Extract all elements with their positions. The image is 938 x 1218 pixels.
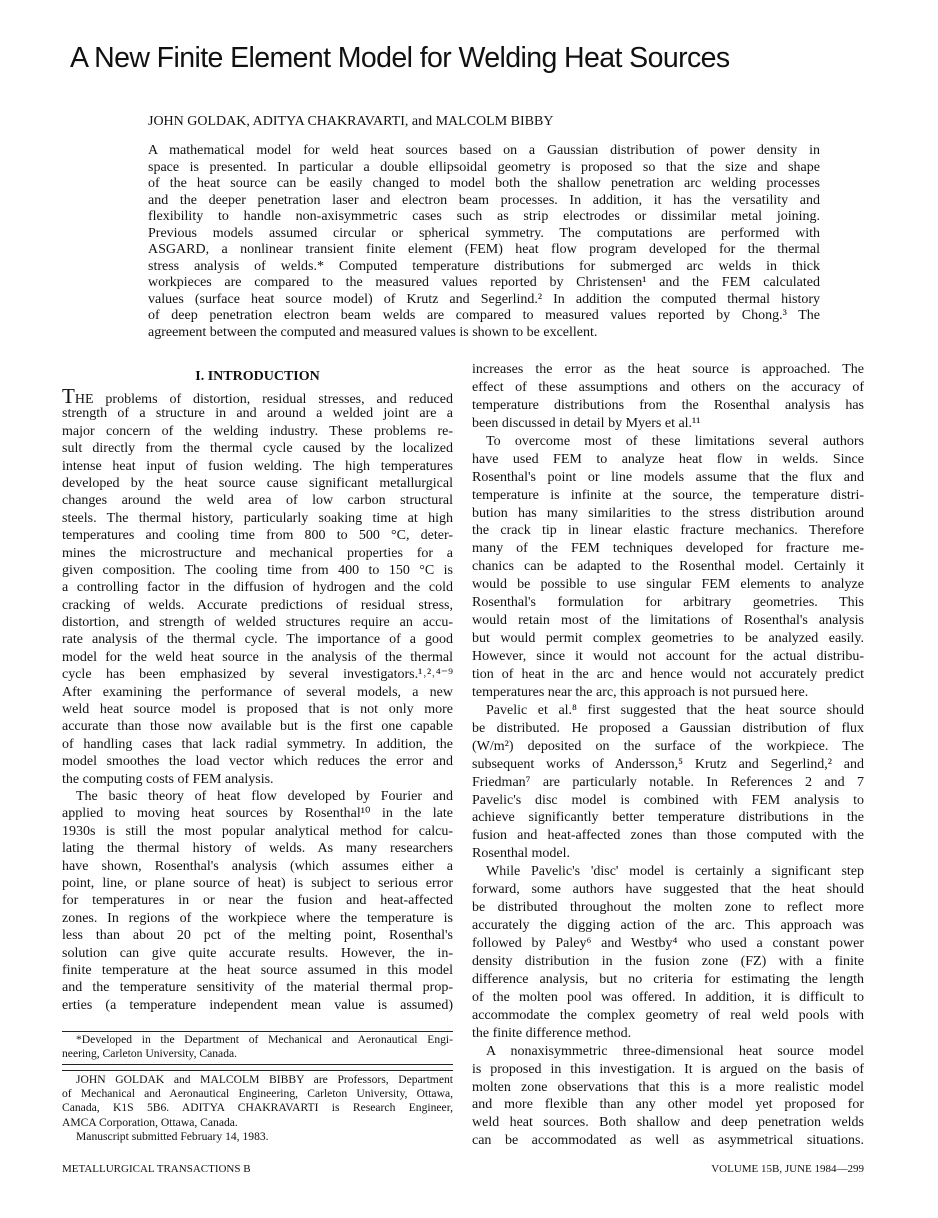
body-text-line: effect of these assumptions and others on the accuracy of [472,379,864,395]
abstract-line: A mathematical model for weld heat sources based on a Gaussian distribution of power density in [148,143,820,158]
footnote-divider [62,1064,453,1065]
author-list: JOHN GOLDAK, ADITYA CHAKRAVARTI, and MALCOLM BIBBY [148,114,554,129]
author-affiliation [62,1073,453,1144]
body-text-line: temperatures and cooling time from 800 to 500 °C, deter- [62,528,453,544]
body-text-line: for temperatures in or near the fusion and heat-affected [62,893,453,909]
body-text-line: solution can give quite accurate results. However, the in- [62,945,453,961]
abstract [148,143,820,341]
body-text-line: have shown, Rosenthal's analysis (which assumes either a [62,858,453,874]
body-text-line: followed by Paley⁶ and Westby⁴ who used a constant power [472,936,864,951]
body-text-line: cycle has been emphasized by several investigators.¹˒²˒⁴⁻⁹ [62,667,453,683]
body-text-line: 1930s is still the most popular analytical method for calcu- [62,823,453,839]
body-text-line: been discussed in detail by Myers et al.¹¹ [472,415,701,431]
body-text-line: zones. In regions of the workpiece where the temperature is [62,910,453,926]
affiliation-line: JOHN GOLDAK and MALCOLM BIBBY are Professors, Department [76,1073,453,1086]
body-text-line: applied to moving heat sources by Rosenthal¹⁰ in the late [62,806,453,822]
body-text-line: increases the error as the heat source is approached. The [472,362,864,377]
body-text-line: difference analysis, but no criteria for estimating the length [472,971,864,987]
body-text-line: finite temperature at the heat source assumed in this model [62,962,453,978]
body-text-line: less than about 20 pct of the melting point, Rosenthal's [62,928,453,944]
body-text-line: accurately the digging action of the arc. This approach was [472,918,864,934]
body-text-line: be distributed throughout the molten zone to reflect more [472,900,864,916]
body-text-line: THE problems of distortion, residual stresses, and reduced [62,384,453,408]
body-text-line: distortion, and strength of welded structures require an accu- [62,615,453,631]
body-text-line: and the temperature sensitivity of the material thermal prop- [62,980,453,996]
body-text-line: have used FEM to analyze heat flow in welds. Since [472,451,864,467]
body-text-line: Rosenthal's point or line models assume that the flux and [472,469,864,485]
body-text-line: many of the FEM techniques developed for fracture me- [472,541,864,557]
body-text-line: temperature distributions from the Rosenthal analysis has [472,397,864,413]
body-text-line: strength of a structure in and around a welded joint are a [62,406,453,422]
journal-name: METALLURGICAL TRANSACTIONS B [62,1163,251,1175]
body-text-line: rate analysis of the thermal cycle. The importance of a good [62,632,453,648]
body-text-line: developed by the heat source cause significant metallurgical [62,475,453,491]
body-text-line: Pavelic et al.⁸ first suggested that the heat source should [486,702,864,718]
body-text-line: can be accommodated as well as asymmetrical situations. [472,1133,864,1149]
body-text-line: tion of heat in the arc and hence would not accurately predict [472,666,864,682]
abstract-line: ASGARD, a nonlinear transient finite element (FEM) heat flow program developed for the thermal [148,242,820,257]
affiliation-line: Canada, K1S 5B6. ADITYA CHAKRAVARTI is Research Engineer, [62,1101,453,1115]
body-text-line: weld heat sources. Both shallow and deep penetration welds [472,1115,864,1131]
body-text-line: subsequent works of Andersson,⁵ Krutz and Segerlind,² and [472,756,864,772]
abstract-line: values (surface heat source model) of Krutz and Segerlind.² In addition the computed thermal history [148,291,820,307]
body-text-line: is proposed in this investigation. It is argued on the basis of [472,1061,864,1077]
abstract-line: Previous models assumed circular or spherical symmetry. The computations are performed with [148,225,820,241]
body-text-line: molten zone observations that this is a more realistic model [472,1079,864,1095]
body-text-line: and more flexible than any other model yet proposed for [472,1097,864,1113]
body-text-line: chanics can be adapted to the Rosenthal model. Certainly it [472,559,864,575]
abstract-line: of deep penetration electron beam welds are compared to measured values reported by Chong.³ The [148,308,820,323]
abstract-line: agreement between the computed and measured values is shown to be excellent. [148,324,598,340]
body-text-line: point, line, or plane source of heat) is subject to serious error [62,875,453,891]
body-text-line: accurate than those now available but is the first one capable [62,719,453,735]
body-text-line: model smoothes the load vector which reduces the error and [62,754,453,770]
body-text-line: accommodate the complex geometry of real weld pools with [472,1007,864,1023]
body-text-line: would retain most of the limitations of Rosenthal's analysis [472,613,864,629]
body-text-line: the crack tip in linear elastic fracture mechanics. Therefore [472,523,864,539]
abstract-line: workpieces are compared to the measured values reported by Christensen¹ and the FEM calculated [148,275,820,290]
body-text-line: A nonaxisymmetric three-dimensional heat source model [486,1043,864,1059]
body-text-line: be distributed. He proposed a Gaussian distribution of flux [472,720,864,736]
body-text-line: the finite difference method. [472,1025,632,1041]
body-text-line: a controlling factor in the diffusion of hydrogen and the cold [62,580,453,596]
paper-title: A New Finite Element Model for Welding Heat Sources [70,42,730,74]
right-column [472,361,864,1150]
body-text-line: bution has many similarities to the stress distribution around [472,505,864,521]
body-text-line: lating the thermal history of welds. As many researchers [62,841,453,857]
body-text-line: mines the microstructure and mechanical properties for a [62,545,453,561]
footnote-line: *Developed in the Department of Mechanical and Aeronautical Engi- [76,1033,453,1046]
body-text-line: intense heat input of fusion welding. The high temperatures [62,458,453,474]
footnote-divider [62,1031,453,1032]
body-text-line: Rosenthal model. [472,846,570,862]
abstract-line: and the deeper penetration laser and electron beam processes. In addition, it has the versatility and [148,192,820,208]
body-text-line: achieve significantly better temperature distributions in the [472,810,864,826]
body-text-line: would be possible to use singular FEM elements to analyze [472,577,864,593]
body-text-line: fusion and heat-affected zones than those computed with the [472,828,864,844]
body-text-line: temperatures near the arc, this approach is not pursued here. [472,684,809,700]
body-text-line: Friedman⁷ are particularly notable. In References 2 and 7 [472,774,864,790]
body-text-line: changes around the weld area of low carbon structural [62,493,453,509]
body-text-line: given composition. The cooling time from 400 to 150 °C is [62,562,453,578]
abstract-line: stress analysis of welds.* Computed temperature distributions for submerged arc welds in thick [148,258,820,274]
body-text-line: cracking of welds. Accurate predictions of residual stress, [62,597,453,613]
body-text-line: The basic theory of heat flow developed by Fourier and [76,788,453,804]
abstract-line: space is presented. In particular a double ellipsoidal geometry is proposed so that the size and shape [148,159,820,175]
abstract-line: of the heat source can be easily changed to model both the shallow penetration arc welding processes [148,176,820,191]
section-heading: I. INTRODUCTION [195,369,320,384]
body-text-line: After examining the performance of several models, a new [62,684,453,700]
body-text-line: (W/m²) deposited on the surface of the workpiece. The [472,738,864,754]
body-text-line: of the molten pool was offered. In addition, it is difficult to [472,989,864,1005]
body-text-line: model for the weld heat source in the analysis of the thermal [62,649,453,665]
abstract-line: flexibility to handle non-axisymmetric cases such as strip electrodes or dissimilar metal joining. [148,209,820,224]
footnote [62,1033,453,1061]
body-text-line: temperature is infinite at the source, the temperature distri- [472,487,864,503]
body-text-line: the computing costs of FEM analysis. [62,771,274,787]
body-text-line: To overcome most of these limitations several authors [486,433,864,449]
left-column [62,384,453,1014]
body-text-line: of handling cases that lack radial symmetry. In addition, the [62,736,453,752]
body-text-line: While Pavelic's 'disc' model is certainly a significant step [486,864,864,880]
body-text-line: erties (a temperature independent mean value is assumed) [62,997,453,1013]
body-text-line: but would permit complex geometries to be analyzed easily. [472,631,864,647]
affiliation-line: of Mechanical and Aeronautical Engineering, Carleton University, Ottawa, [62,1087,453,1101]
body-text-line: sult directly from the thermal cycle caused by the localized [62,441,453,457]
body-text-line: major concern of the welding industry. These problems re- [62,423,453,439]
body-text-line: Rosenthal's formulation for arbitrary geometries. This [472,595,864,611]
affiliation-line: AMCA Corporation, Ottawa, Canada. [62,1115,238,1129]
affiliation-divider [62,1070,453,1071]
body-text-line: Pavelic's disc model is combined with FEM analysis to [472,792,864,808]
body-text-line: steels. The thermal history, particularly soaking time at high [62,510,453,526]
volume-page: VOLUME 15B, JUNE 1984—299 [711,1163,864,1175]
affiliation-line: Manuscript submitted February 14, 1983. [76,1129,269,1143]
footnote-line: neering, Carleton University, Canada. [62,1047,238,1061]
body-text-line: weld heat source model is proposed that is not only more [62,702,453,718]
body-text-line: However, since it would not account for the actual distribu- [472,649,864,664]
body-text-line: density distribution in the fusion zone (FZ) with a finite [472,953,864,969]
body-text-line: forward, some authors have suggested that the heat should [472,882,864,898]
